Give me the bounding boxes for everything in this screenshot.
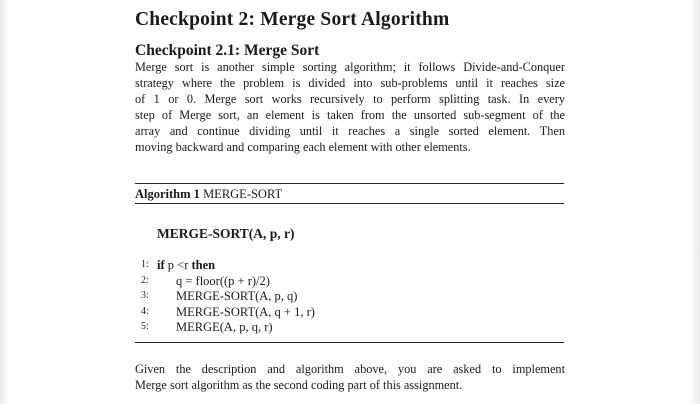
line-number: 3: (141, 290, 149, 301)
keyword-then: then (191, 258, 216, 272)
line-code (157, 258, 215, 273)
paragraph-line: step of Merge sort, an element is taken from the unsorted sub-segment of the (135, 108, 565, 122)
procedure-title: MERGE-SORT(A, p, r) (157, 226, 295, 241)
algorithm-caption (135, 187, 282, 202)
algorithm-top-rule (135, 183, 564, 184)
line-code: q = floor((p + r)/2) (176, 273, 270, 288)
line-number: 1: (141, 259, 149, 270)
paragraph-line: moving backward and comparing each element with other elements. (135, 140, 471, 154)
paragraph-line: Merge sort algorithm as the second coding part of this assignment. (135, 378, 463, 392)
paragraph-line: array and continue dividing until it reaches a single sorted element. Then (135, 124, 565, 138)
algorithm-caption-label: Algorithm 1 (135, 187, 200, 201)
line-code: MERGE-SORT(A, p, q) (176, 289, 298, 303)
subsection-title: Checkpoint 2.1: Merge Sort (135, 42, 320, 59)
paragraph-line: Merge sort is another simple sorting algorithm; it follows Divide-and-Conquer (135, 60, 565, 74)
keyword-if: if (157, 258, 165, 272)
algorithm-bottom-rule (135, 342, 564, 343)
line-number: 2: (141, 274, 149, 286)
condition-text: p <r (164, 258, 192, 272)
page-edge-shadow-right (690, 0, 700, 404)
line-code: MERGE(A, p, q, r) (176, 320, 273, 334)
page-edge-shadow-left (0, 0, 10, 404)
paragraph-line: Given the description and algorithm above, you are asked to implement (135, 362, 565, 376)
paragraph-line: strategy where the problem is divided into sub-problems until it reaches size (135, 76, 565, 90)
line-number: 4: (141, 305, 149, 317)
closing-paragraph (135, 361, 565, 393)
intro-paragraph (135, 59, 565, 155)
section-title: Checkpoint 2: Merge Sort Algorithm (135, 9, 450, 30)
line-number: 5: (141, 321, 149, 332)
algorithm-caption-name: MERGE-SORT (203, 187, 283, 201)
algorithm-caption-rule (135, 203, 564, 204)
line-code: MERGE-SORT(A, q + 1, r) (176, 304, 315, 319)
paragraph-line: of 1 or 0. Merge sort works recursively to perform splitting task. In every (135, 92, 565, 106)
